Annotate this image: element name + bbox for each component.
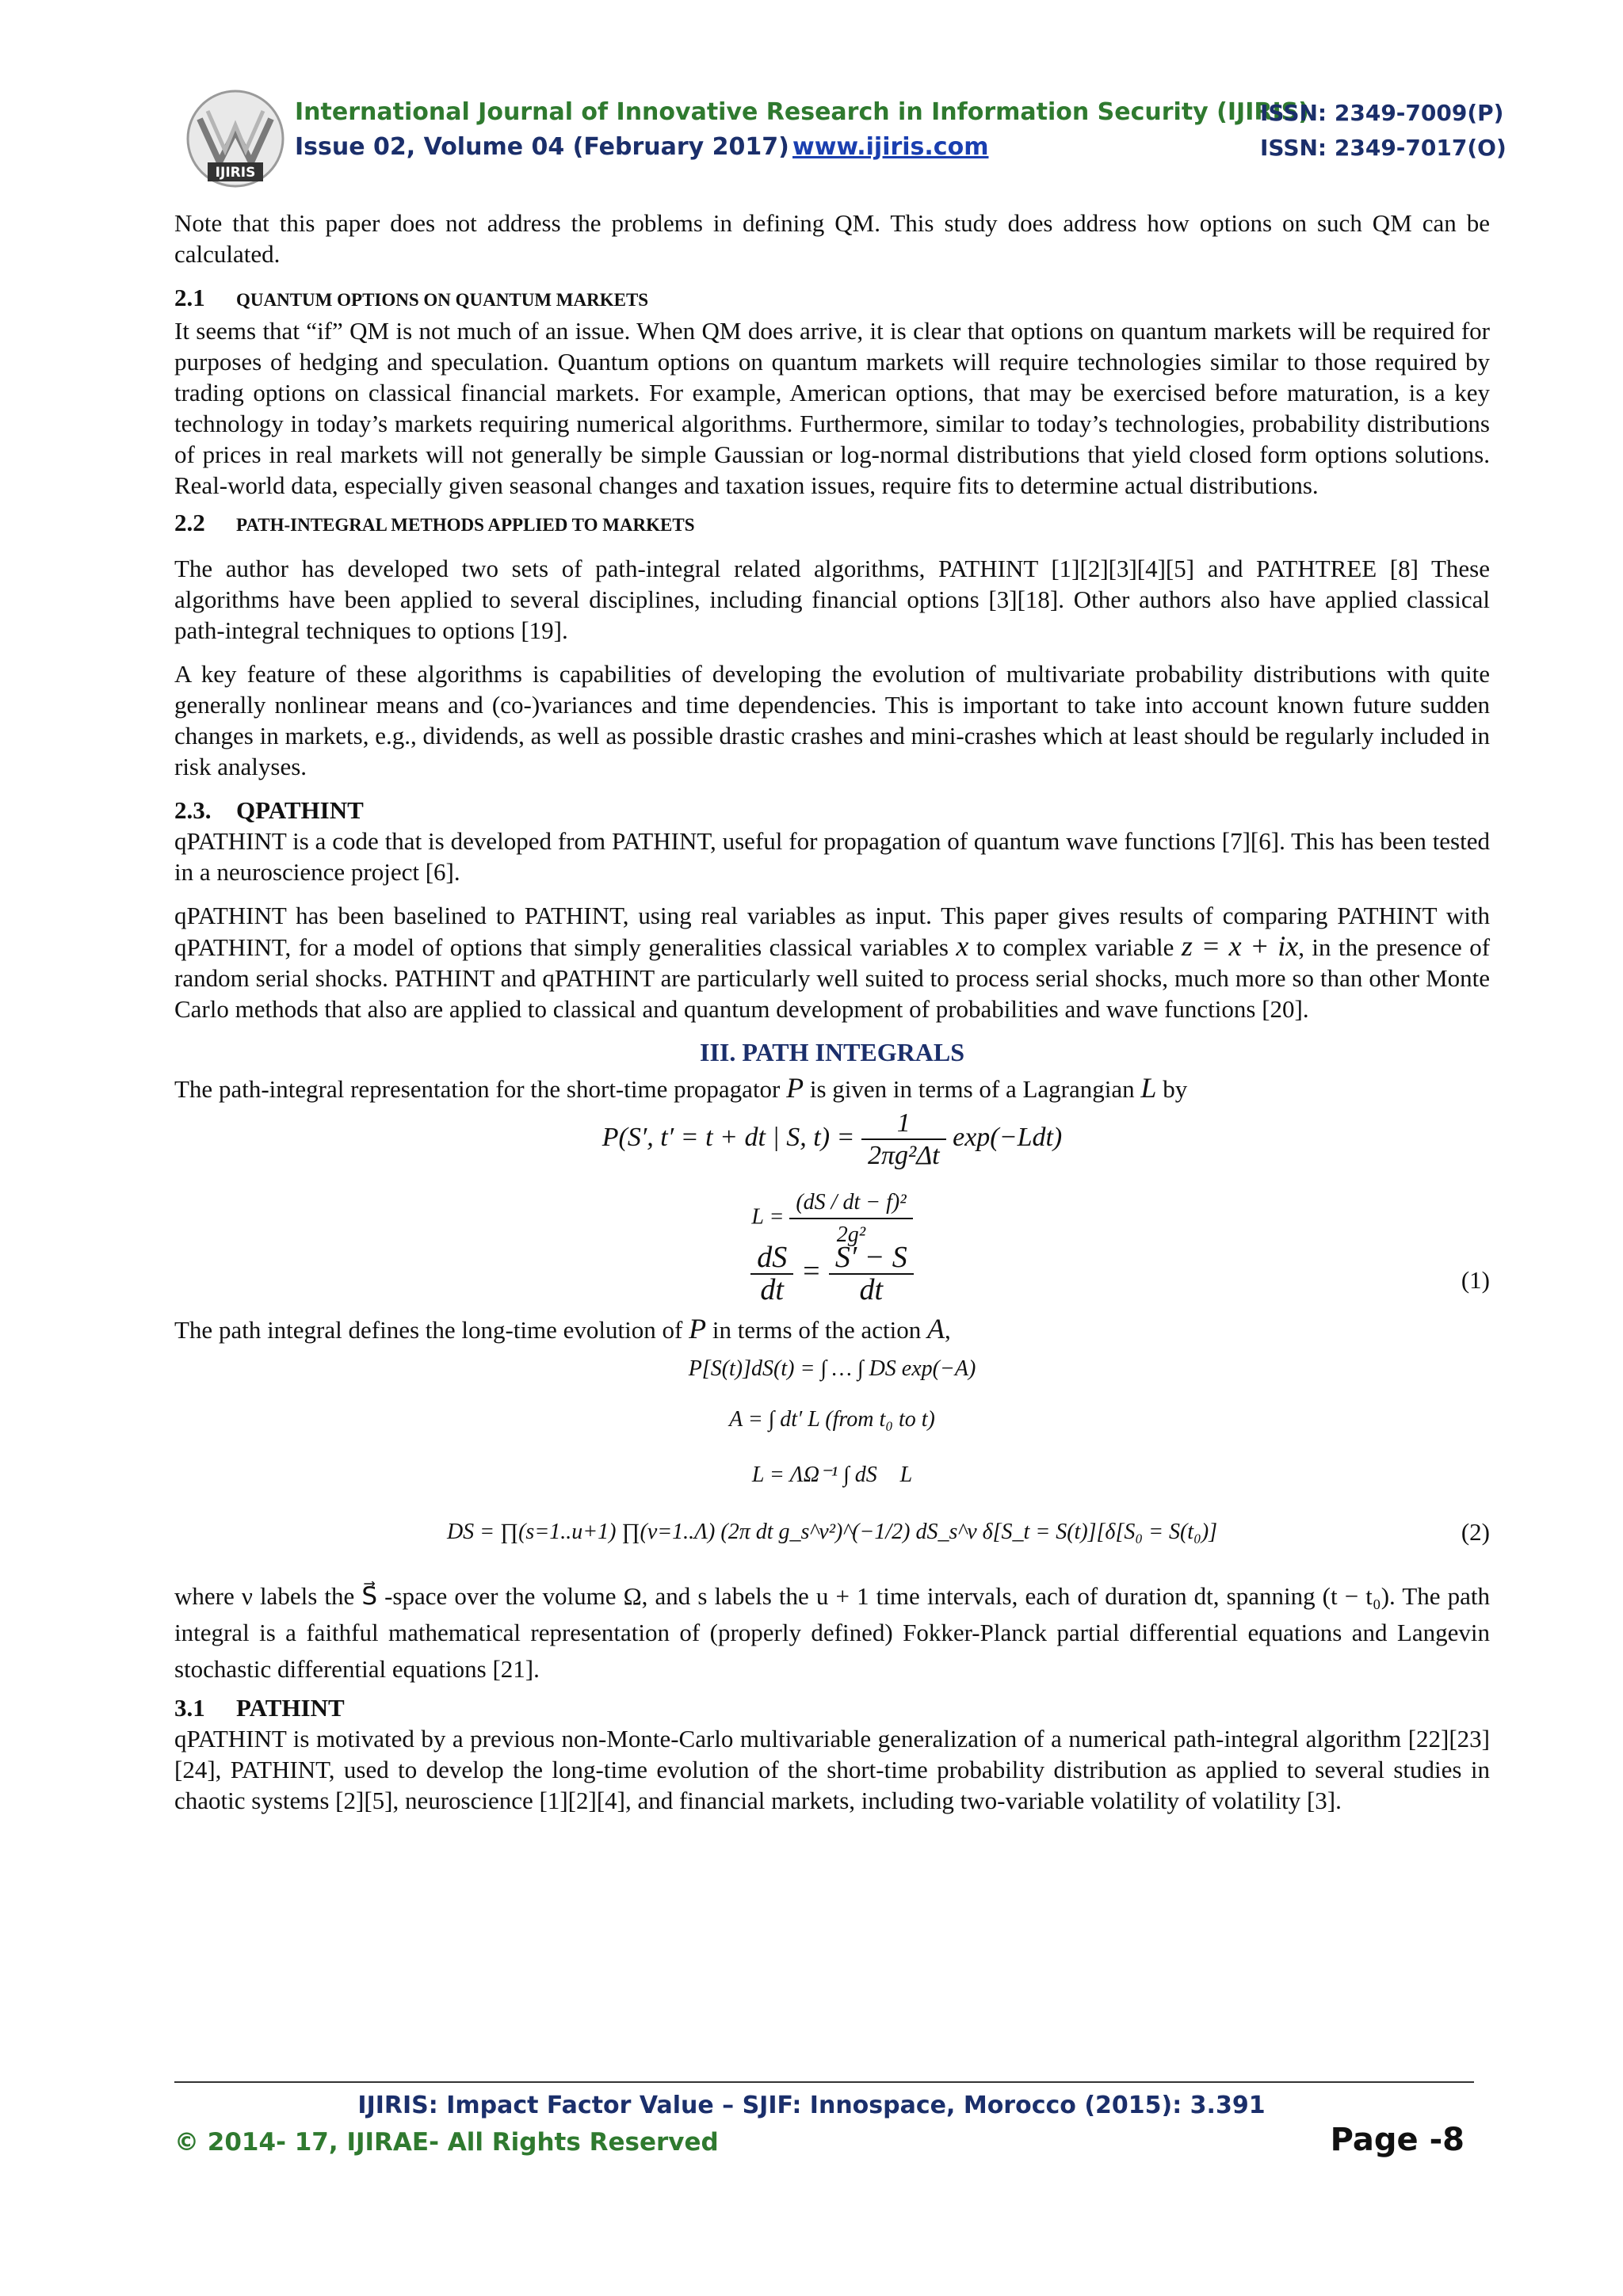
section-2-2-paragraph-2: A key feature of these algorithms is capabilities of developing the evolution of multivariate probability distributions with quite generally nonlinear means and (co-)variances and time dependencies. This is important to take into account known future sudden changes in markets, e.g., dividends, as well as possible drastic crashes and mini-crashes which at least should be regularly included in risk analyses. xyxy=(174,660,1490,780)
equation-measure: DS = ∏(s=1..u+1) ∏(v=1..Λ) (2π dt g_s^v²)^(−1/2) dS_s^v δ[S_t = S(t)][δ[S₀ = S(t₀)] xyxy=(446,1520,1218,1544)
section-2-1-heading xyxy=(174,282,1490,315)
equation-action: A = ∫ dt′ L (from t₀ to t) xyxy=(729,1407,935,1432)
section-2-3-paragraph-2: qPATHINT has been baselined to PATHINT, using real variables as input. This paper gives results of comparing PATHINT with qPATHINT, for a model of options that simply generalities classical variables x to complex variable z = x + ix, in the presence of random serial shocks. PATHINT and qPATHINT are particularly well suited to process serial shocks, much more so than other Monte Carlo methods that also are applied to classical and quantum development of probabilities and wave functions [20]. xyxy=(174,902,1491,1023)
section-3-1-text: qPATHINT is motivated by a previous non-Monte-Carlo multivariable generalization of a numerical path-integral algorithm [22][23][24], PATHINT, used to develop the long-time evolution of the short-time probability distribution as applied to several studies in chaotic systems [2][5], neuroscience [1][2][4], and financial markets, including two-variable volatility of volatility [3]. xyxy=(174,1725,1490,1814)
var-P: P xyxy=(786,1072,804,1104)
section-title: PATHINT xyxy=(236,1694,345,1722)
section-number: 2.3. xyxy=(174,796,212,824)
section-number: 3.1 xyxy=(174,1694,205,1722)
section-2-2-heading xyxy=(174,507,1490,540)
equation-number-1: (1) xyxy=(1461,1266,1490,1294)
var-x: x xyxy=(956,930,969,962)
equation-lagrangian: L = $\frac{\text{(dS / dt − f)²}}{\text{2g²}}$ xyxy=(174,1187,1490,1250)
section-2-2-paragraph-1: The author has developed two sets of path-integral related algorithms, PATHINT [1][2][3][4][5] and PATHTREE [8] These algorithms have been applied to several disciplines, including financial options [3][18]. Other authors also have applied classical path-integral techniques to options [19]. xyxy=(174,555,1490,644)
page-content xyxy=(174,208,1490,1829)
section-2-1-text: It seems that “if” QM is not much of an issue. When QM does arrive, it is clear that options on quantum markets will be required for purposes of hedging and speculation. Quantum options on quantum markets will require technologies similar to those required by trading options on classical financial markets. For example, American options, that may be exercised before maturation, is a key technology in today’s markets requiring numerical algorithms. Furthermore, similar to today’s technologies, probability distributions of prices in real markets will not generally be simple Gaussian or log-normal distributions that yield closed form options solutions. Real-world data, especially given seasonal changes and taxation issues, require fits to determine actual distributions. xyxy=(174,317,1490,499)
intro-paragraph: Note that this paper does not address the problems in defining QM. This study does address how options on such QM can be calculated. xyxy=(174,209,1490,268)
equation-block-1 xyxy=(174,1108,1490,1314)
section-title: QPATHINT xyxy=(236,796,364,824)
equation-propagator: P(S′, t′ = t + dt | S, t) = $\frac{1}{\text{2πg²Δt}}$ exp(−Ldt) xyxy=(601,1108,1063,1170)
page-header xyxy=(0,0,1623,182)
var-z: z = x + ix xyxy=(1181,930,1299,962)
var-L: L xyxy=(1140,1072,1157,1104)
copyright: © 2014- 17, IJIRAE- All Rights Reserved xyxy=(174,2128,719,2157)
equation-block-2 xyxy=(174,1348,1490,1578)
section-3-1-heading xyxy=(174,1692,1490,1723)
section-number: 2.2 xyxy=(174,509,205,536)
impact-factor: IJIRIS: Impact Factor Value – SJIF: Innospace, Morocco (2015): 3.391 xyxy=(357,2092,1266,2119)
section-3-paragraph-2: The path integral defines the long-time evolution of P in terms of the action A, xyxy=(174,1313,951,1344)
section-title: PATH-INTEGRAL METHODS APPLIED TO MARKETS xyxy=(236,515,695,535)
equation-lagrangian-density: L = ΛΩ⁻¹ ∫ dS⃗ L xyxy=(751,1463,913,1487)
issn-online: ISSN: 2349-7017(O) xyxy=(1260,135,1507,161)
section-2-3-paragraph-1: qPATHINT is a code that is developed from PATHINT, useful for propagation of quantum wave functions [7][6]. This has been tested in a neuroscience project [6]. xyxy=(174,827,1490,886)
footer-rule xyxy=(174,2081,1474,2083)
section-number: 2.1 xyxy=(174,284,205,311)
journal-title: International Journal of Innovative Research in Information Security (IJIRIS) xyxy=(295,98,1309,126)
issn-print: ISSN: 2349-7009(P) xyxy=(1260,100,1504,126)
ijiris-logo xyxy=(176,87,295,190)
section-2-3-heading xyxy=(174,795,1490,826)
journal-url[interactable]: www.ijiris.com xyxy=(792,133,989,161)
section-title: QUANTUM OPTIONS ON QUANTUM MARKETS xyxy=(236,290,649,310)
section-3-heading: III. PATH INTEGRALS xyxy=(700,1038,964,1066)
issue-info: Issue 02, Volume 04 (February 2017) xyxy=(295,133,789,161)
equation-path-integral: P[S(t)]dS(t) = ∫ … ∫ DS exp(−A) xyxy=(688,1356,976,1381)
equation-derivative: $\frac{dS}{dt}$ = $\frac{S' - S}{dt}$ xyxy=(174,1242,1490,1306)
section-3-paragraph-1: The path-integral representation for the short-time propagator P is given in terms of a Lagrangian L by xyxy=(174,1072,1188,1104)
logo-text: IJIRIS xyxy=(215,165,256,181)
page-number: Page -8 xyxy=(1330,2122,1465,2158)
section-3-paragraph-3: where ν labels the S⃗ -space over the volume Ω, and s labels the u + 1 time intervals, each of duration dt, spanning (t − t₀). The path integral is a faithful mathematical representation of (properly defined) Fokker-Planck partial differential equations and Langevin stochastic differential equations [21]. xyxy=(174,1582,1490,1683)
equation-number-2: (2) xyxy=(1461,1518,1490,1546)
